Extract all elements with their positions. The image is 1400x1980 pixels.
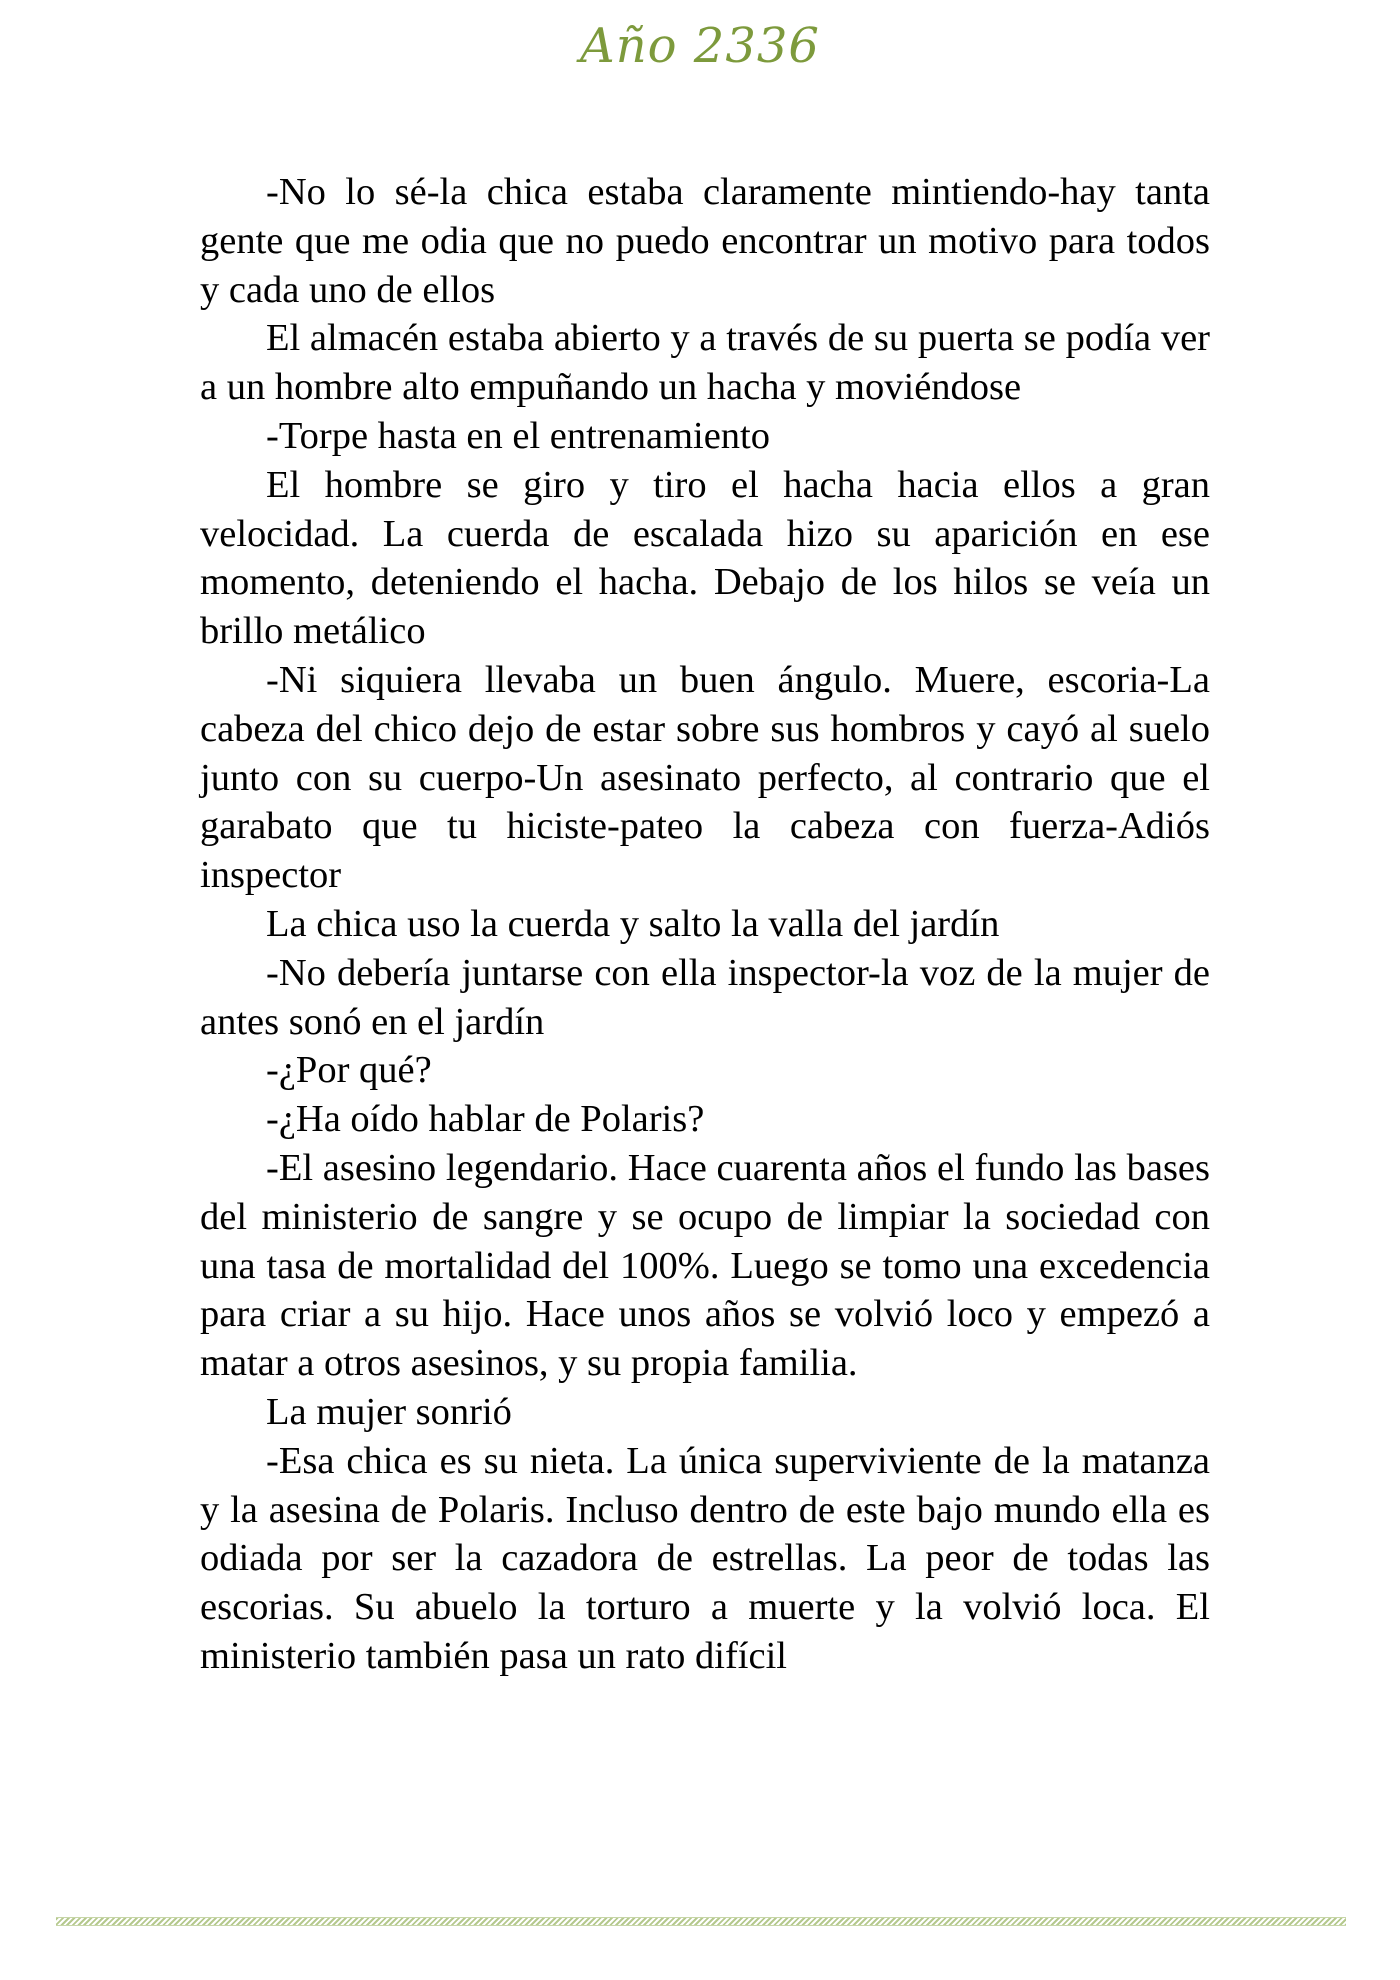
footer-divider <box>56 1917 1346 1926</box>
paragraph: La chica uso la cuerda y salto la valla del jardín <box>266 902 1000 945</box>
paragraph: El almacén estaba abierto y a través de su puerta se podía ver a un hombre alto empuñando un hacha y moviéndose <box>200 317 1210 409</box>
paragraph: -El asesino legendario. Hace cuarenta años el fundo las bases del ministerio de sangre y se ocupo de limpiar la sociedad con una tasa de mortalidad del 100%. Luego se tomo una excedencia para criar a su hijo. Hace unos años se volvió loco y empezó a matar a otros asesinos, y su propia familia. <box>200 1146 1210 1385</box>
paragraph: -No debería juntarse con ella inspector-la voz de la mujer de antes sonó en el jardín <box>200 951 1210 1043</box>
paragraph: -Torpe hasta en el entrenamiento <box>266 414 770 457</box>
paragraph: -No lo sé-la chica estaba claramente mintiendo-hay tanta gente que me odia que no puedo encontrar un motivo para todos y cada uno de ellos <box>200 171 1210 311</box>
paragraph: -Ni siquiera llevaba un buen ángulo. Muere, escoria-La cabeza del chico dejo de estar sobre sus hombros y cayó al suelo junto con su cuerpo-Un asesinato perfecto, al contrario que el garabato que tu hiciste-pateo la cabeza con fuerza-Adiós inspector <box>200 658 1210 897</box>
paragraph: La mujer sonrió <box>266 1390 512 1433</box>
body-text <box>200 168 1210 1681</box>
paragraph: -¿Ha oído hablar de Polaris? <box>266 1098 705 1141</box>
paragraph: El hombre se giro y tiro el hacha hacia ellos a gran velocidad. La cuerda de escalada hizo su aparición en ese momento, deteniendo el hacha. Debajo de los hilos se veía un brillo metálico <box>200 463 1210 653</box>
paragraph: -¿Por qué? <box>266 1049 432 1092</box>
page-header-title: Año 2336 <box>580 18 820 74</box>
paragraph: -Esa chica es su nieta. La única superviviente de la matanza y la asesina de Polaris. Incluso dentro de este bajo mundo ella es odiada por ser la cazadora de estrellas. La peor de todas las escorias. Su abuelo la torturo a muerte y la volvió loca. El ministerio también pasa un rato difícil <box>200 1439 1210 1677</box>
